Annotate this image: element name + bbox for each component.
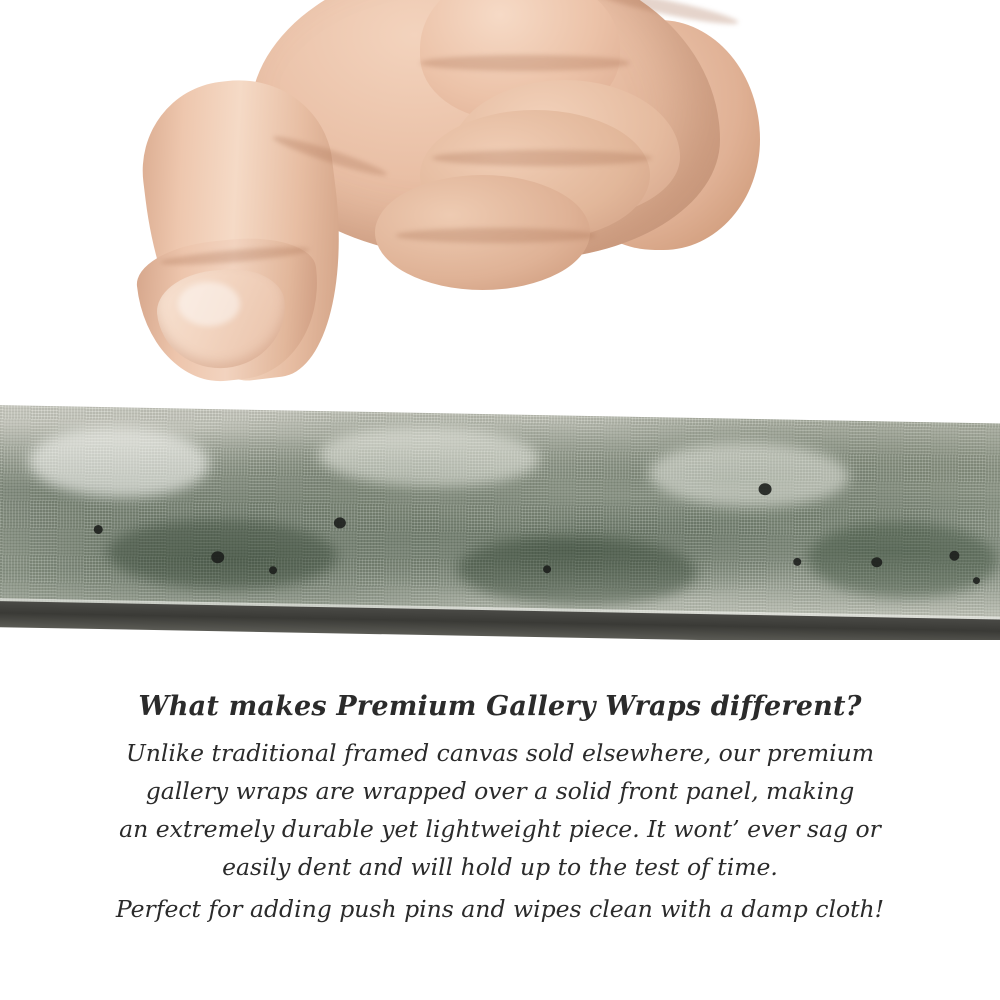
caption-line: an extremely durable yet lightweight piece. It wont’ ever sag or <box>119 814 881 843</box>
canvas-speck <box>94 525 103 534</box>
canvas-panel <box>0 405 1000 640</box>
caption-line: Perfect for adding push pins and wipes clean with a damp cloth! <box>115 895 885 923</box>
caption-block <box>0 690 1000 928</box>
caption-heading: What makes Premium Gallery Wraps different? <box>138 691 862 722</box>
hand-crease <box>396 228 596 243</box>
hand-fingernail-highlight <box>178 282 240 326</box>
hand-illustration <box>120 0 740 430</box>
canvas-speck <box>543 565 551 573</box>
canvas-speck <box>949 551 959 561</box>
caption-line: Unlike traditional framed canvas sold elsewhere, our premium <box>125 738 875 767</box>
caption-line: easily dent and will hold up to the test of time. <box>222 852 778 881</box>
hand-crease <box>420 55 630 71</box>
hand-crease <box>432 150 652 166</box>
caption-line: gallery wraps are wrapped over a solid front panel, making <box>145 776 855 805</box>
